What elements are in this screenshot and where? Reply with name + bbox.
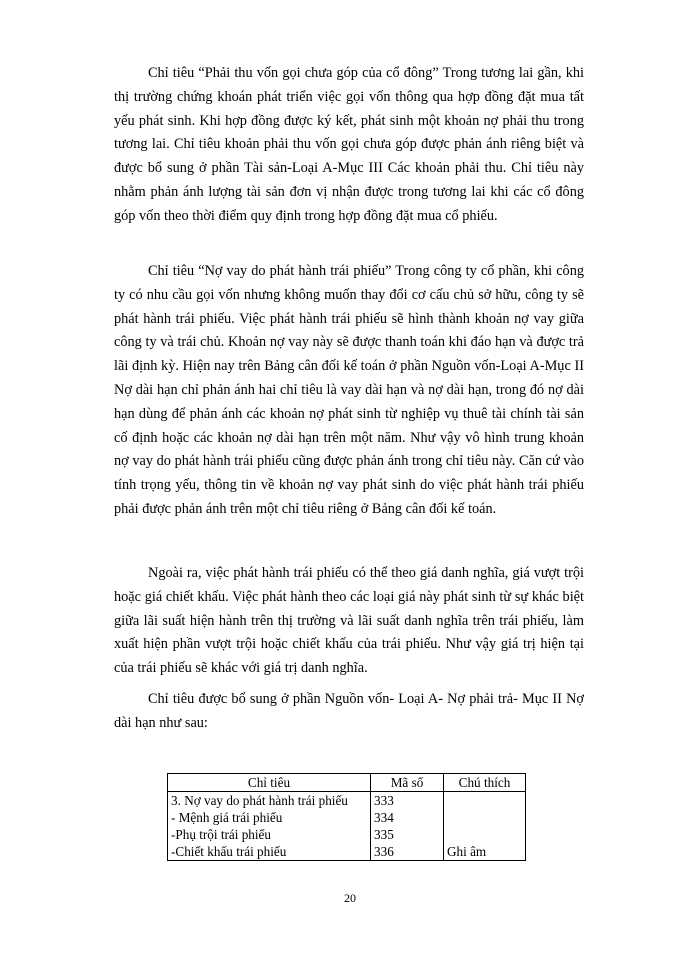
page-number: 20	[344, 891, 356, 905]
cell-note	[444, 826, 526, 843]
table-row	[168, 826, 526, 843]
header-note: Chú thích	[444, 774, 526, 792]
table-row	[168, 792, 526, 810]
cell-note: Ghi âm	[444, 843, 526, 861]
paragraph-text: Chỉ tiêu “Phải thu vốn gọi chưa góp của cổ đông” Trong tương lai gần, khi thị trường chứng khoán phát triển việc gọi vốn thông qua hợp đồng đặt mua tất yếu phát sinh. Khi hợp đồng được ký kết, phát sinh một khoản nợ phải thu trong tương lai. Chỉ tiêu khoản phải thu vốn gọi chưa góp được phản ánh riêng biệt và được bổ sung ở phần Tài sản-Loại A-Mục III Các khoản phải thu. Chỉ tiêu này nhằm phản ánh lượng tài sản đơn vị nhận được trong tương lai khi các cổ đông góp vốn theo thời điểm quy định trong hợp đồng đặt mua cổ phiếu.	[114, 65, 584, 224]
cell-indicator: -Phụ trội trái phiếu	[168, 826, 371, 843]
cell-code: 334	[371, 809, 444, 826]
cell-note	[444, 792, 526, 810]
cell-note	[444, 809, 526, 826]
cell-indicator: 3. Nợ vay do phát hành trái phiếu	[168, 792, 371, 810]
table-header-row	[168, 774, 526, 792]
indicator-table	[167, 773, 526, 861]
header-indicator: Chỉ tiêu	[168, 774, 371, 792]
cell-indicator: - Mệnh giá trái phiếu	[168, 809, 371, 826]
cell-code: 335	[371, 826, 444, 843]
paragraph-text: Ngoài ra, việc phát hành trái phiếu có thể theo giá danh nghĩa, giá vượt trội hoặc giá chiết khấu. Việc phát hành theo các loại giá này phát sinh từ sự khác biệt giữa lãi suất hiện hành trên thị trường và lãi suất danh nghĩa trên trái phiếu, làm xuất hiện phần vượt trội hoặc chiết khấu của trái phiếu. Như vậy giá trị hiện tại của trái phiếu sẽ khác với giá trị danh nghĩa.	[114, 565, 584, 677]
paragraph-receivable-capital	[114, 62, 584, 229]
table-row	[168, 843, 526, 861]
cell-indicator: -Chiết khấu trái phiếu	[168, 843, 371, 861]
paragraph-text: Chỉ tiêu “Nợ vay do phát hành trái phiếu” Trong công ty cổ phần, khi công ty có nhu cầu gọi vốn nhưng không muốn thay đổi cơ cấu chủ sở hữu, công ty sẽ phát hành trái phiếu. Việc phát hành trái phiếu sẽ hình thành khoản nợ vay giữa công ty và trái chủ. Khoản nợ vay này sẽ được thanh toán khi đáo hạn và được trả lãi định kỳ. Hiện nay trên Bảng cân đối kế toán ở phần Nguồn vốn-Loại A-Mục II Nợ dài hạn chỉ phản ánh hai chỉ tiêu là vay dài hạn và nợ dài hạn, trong đó nợ dài hạn dùng để phản ánh các khoản nợ phát sinh từ nghiệp vụ thuê tài chính tài sản cố định hoặc các khoản nợ dài hạn trên một năm. Như vậy vô hình trung khoản nợ vay do phát hành trái phiếu cũng được phản ánh trong chỉ tiêu này. Căn cứ vào tính trọng yếu, thông tin về khoản nợ vay phát sinh do việc phát hành trái phiếu phải được phản ánh trên một chỉ tiêu riêng ở Bảng cân đối kế toán.	[114, 263, 584, 517]
header-code: Mã số	[371, 774, 444, 792]
cell-code: 336	[371, 843, 444, 861]
paragraph-text: Chỉ tiêu được bổ sung ở phần Nguồn vốn- Loại A- Nợ phải trả- Mục II Nợ dài hạn như sau:	[114, 691, 584, 731]
cell-code: 333	[371, 792, 444, 810]
paragraph-supplement-intro	[114, 688, 584, 736]
table-row	[168, 809, 526, 826]
paragraph-bond-loans	[114, 260, 584, 522]
paragraph-bond-pricing	[114, 562, 584, 681]
